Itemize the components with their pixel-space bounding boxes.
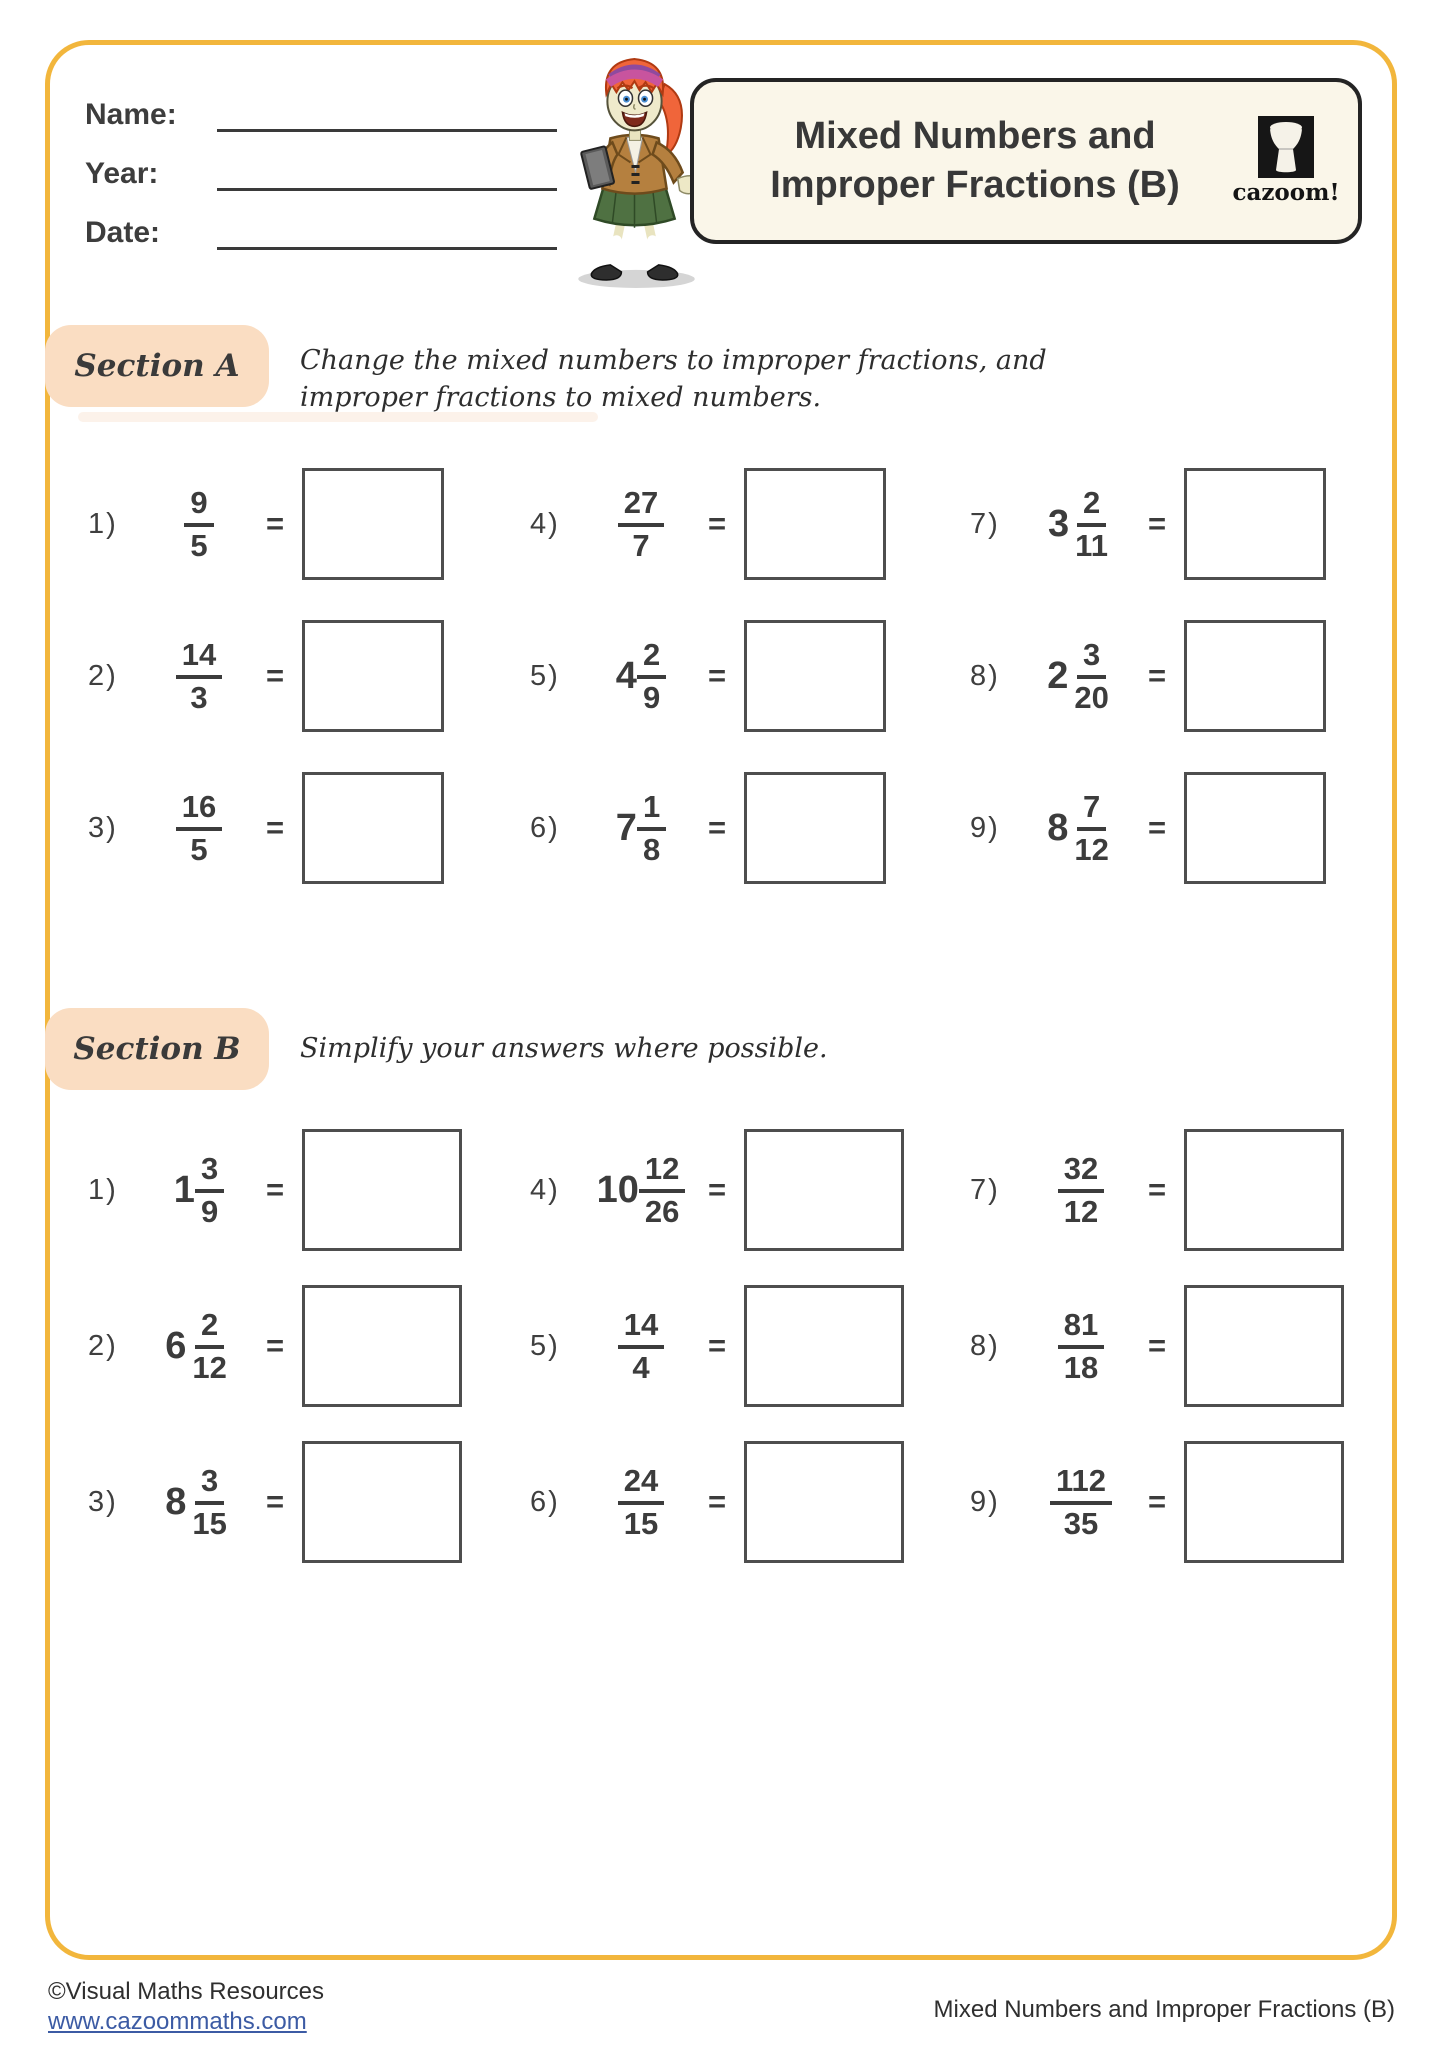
answer-box[interactable]	[1184, 620, 1326, 732]
fraction-expression	[582, 1462, 700, 1541]
copyright-text: ©Visual Maths Resources	[48, 1978, 325, 2005]
section-a-problems	[88, 448, 1378, 904]
equals-sign: =	[266, 1484, 285, 1519]
problem-b1	[88, 1129, 530, 1251]
problem-number: 2)	[88, 659, 118, 692]
whole-number: 2	[1047, 654, 1069, 697]
denominator: 15	[623, 1505, 659, 1541]
whole-number: 8	[165, 1480, 187, 1523]
answer-box[interactable]	[744, 468, 886, 580]
problem-a4	[530, 468, 970, 580]
denominator: 12	[192, 1349, 227, 1385]
problem-number: 8)	[970, 1329, 1000, 1362]
fraction	[1058, 1306, 1104, 1385]
name-label: Name:	[85, 98, 177, 131]
equals-sign: =	[1148, 1172, 1167, 1207]
fraction-expression	[1022, 636, 1140, 715]
answer-box[interactable]	[1184, 772, 1326, 884]
denominator: 3	[190, 679, 208, 715]
answer-box[interactable]	[744, 772, 886, 884]
problem-a2	[88, 620, 530, 732]
equals-sign: =	[266, 1172, 285, 1207]
denominator: 12	[1074, 831, 1109, 867]
year-row	[85, 151, 557, 191]
equals-sign: =	[266, 810, 285, 845]
answer-box[interactable]	[744, 1129, 904, 1251]
denominator: 8	[642, 831, 661, 867]
fraction	[639, 1150, 685, 1229]
equals-sign: =	[266, 1328, 285, 1363]
equals-sign: =	[1148, 506, 1167, 541]
equals-sign: =	[708, 810, 727, 845]
answer-box[interactable]	[744, 1285, 904, 1407]
numerator: 2	[195, 1309, 224, 1349]
denominator: 35	[1063, 1505, 1099, 1541]
numerator: 3	[195, 1153, 224, 1193]
year-write-line[interactable]	[217, 157, 557, 191]
problem-a5	[530, 620, 970, 732]
fraction	[637, 636, 666, 715]
problem-number: 6)	[530, 811, 560, 844]
numerator: 16	[176, 791, 222, 831]
answer-box[interactable]	[1184, 468, 1326, 580]
answer-box[interactable]	[302, 620, 444, 732]
numerator: 27	[618, 487, 664, 527]
fraction	[618, 484, 664, 563]
fraction-expression	[140, 484, 258, 563]
fraction-expression	[1022, 484, 1140, 563]
problem-number: 3)	[88, 811, 118, 844]
problem-number: 6)	[530, 1485, 560, 1518]
website-link[interactable]: www.cazoommaths.com	[48, 2008, 307, 2035]
worksheet-title-box	[690, 78, 1362, 244]
fraction	[184, 484, 213, 563]
problem-number: 7)	[970, 507, 1000, 540]
denominator: 11	[1075, 527, 1108, 563]
fraction	[186, 1306, 232, 1385]
denominator: 20	[1074, 679, 1109, 715]
fraction-expression	[140, 1306, 258, 1385]
fraction	[1058, 1150, 1104, 1229]
problem-number: 1)	[88, 507, 118, 540]
problem-a7	[970, 468, 1370, 580]
answer-box[interactable]	[302, 468, 444, 580]
fraction	[637, 788, 666, 867]
fraction-expression	[140, 1150, 258, 1229]
problem-number: 4)	[530, 1173, 560, 1206]
fraction	[1069, 484, 1114, 563]
numerator: 2	[1077, 487, 1106, 527]
answer-box[interactable]	[1184, 1441, 1344, 1563]
equals-sign: =	[266, 506, 285, 541]
problem-a6	[530, 772, 970, 884]
answer-box[interactable]	[744, 620, 886, 732]
problem-number: 3)	[88, 1485, 118, 1518]
date-label: Date:	[85, 216, 161, 249]
problem-b8	[970, 1285, 1370, 1407]
problem-a8	[970, 620, 1370, 732]
fraction-expression	[582, 636, 700, 715]
whole-number: 4	[615, 654, 637, 697]
problem-b5	[530, 1285, 970, 1407]
fraction-expression	[1022, 788, 1140, 867]
denominator: 7	[632, 527, 650, 563]
fraction-expression	[582, 788, 700, 867]
equals-sign: =	[266, 658, 285, 693]
fraction	[1050, 1462, 1112, 1541]
problem-a3	[88, 772, 530, 884]
fraction	[176, 788, 222, 867]
whole-number: 6	[165, 1324, 187, 1367]
section-a-instruction: Change the mixed numbers to improper fractions, and improper fractions to mixed numbers.	[300, 345, 1047, 414]
denominator: 15	[192, 1505, 227, 1541]
fraction-expression	[1022, 1462, 1140, 1541]
footer-doc-title: Mixed Numbers and Improper Fractions (B)	[933, 1996, 1395, 2023]
fraction	[618, 1306, 664, 1385]
fraction-expression	[140, 1462, 258, 1541]
whole-number: 1	[173, 1168, 195, 1211]
student-details-block	[85, 92, 557, 269]
problem-b7	[970, 1129, 1370, 1251]
numerator: 3	[195, 1465, 224, 1505]
problem-b6	[530, 1441, 970, 1563]
fraction	[186, 1462, 232, 1541]
section-b-problems	[88, 1112, 1378, 1580]
problem-a9	[970, 772, 1370, 884]
fraction-expression	[582, 1150, 700, 1229]
problem-b3	[88, 1441, 530, 1563]
answer-box[interactable]	[302, 1129, 462, 1251]
cazoom-logo-text: cazoom!	[1232, 179, 1340, 206]
fraction	[1068, 636, 1114, 715]
cazoom-logo	[1230, 116, 1342, 206]
fraction-expression	[582, 484, 700, 563]
problem-b2	[88, 1285, 530, 1407]
equals-sign: =	[708, 1484, 727, 1519]
problem-number: 1)	[88, 1173, 118, 1206]
whole-number: 3	[1048, 502, 1070, 545]
denominator: 9	[642, 679, 661, 715]
problem-number: 5)	[530, 659, 560, 692]
fraction-expression	[140, 788, 258, 867]
year-label: Year:	[85, 157, 159, 190]
whole-number: 8	[1047, 806, 1069, 849]
whole-number: 10	[596, 1168, 639, 1211]
name-write-line[interactable]	[217, 98, 557, 132]
equals-sign: =	[708, 658, 727, 693]
answer-box[interactable]	[1184, 1285, 1344, 1407]
name-row	[85, 92, 557, 132]
fraction	[176, 636, 222, 715]
denominator: 4	[632, 1349, 650, 1385]
equals-sign: =	[1148, 1484, 1167, 1519]
denominator: 9	[200, 1193, 219, 1229]
section-a-label: Section A	[45, 325, 269, 407]
numerator: 9	[184, 487, 213, 527]
problem-number: 2)	[88, 1329, 118, 1362]
numerator: 24	[618, 1465, 664, 1505]
denominator: 5	[190, 527, 208, 563]
numerator: 14	[176, 639, 222, 679]
answer-box[interactable]	[744, 1441, 904, 1563]
problem-number: 5)	[530, 1329, 560, 1362]
numerator: 14	[618, 1309, 664, 1349]
fraction	[1068, 788, 1114, 867]
worksheet-title-line2: Improper Fractions (B)	[770, 164, 1180, 206]
fraction-expression	[1022, 1150, 1140, 1229]
denominator: 12	[1063, 1193, 1099, 1229]
problem-number: 9)	[970, 1485, 1000, 1518]
numerator: 112	[1050, 1465, 1112, 1505]
numerator: 1	[637, 791, 666, 831]
equals-sign: =	[708, 1328, 727, 1363]
section-b-instruction: Simplify your answers where possible.	[300, 1033, 828, 1064]
equals-sign: =	[708, 506, 727, 541]
problem-number: 8)	[970, 659, 1000, 692]
worksheet-title-line1: Mixed Numbers and	[794, 115, 1156, 158]
answer-box[interactable]	[302, 1285, 462, 1407]
date-write-line[interactable]	[217, 216, 557, 250]
problem-a1	[88, 468, 530, 580]
denominator: 18	[1063, 1349, 1099, 1385]
fraction-expression	[1022, 1306, 1140, 1385]
denominator: 5	[190, 831, 208, 867]
problem-number: 9)	[970, 811, 1000, 844]
equals-sign: =	[1148, 658, 1167, 693]
equals-sign: =	[1148, 810, 1167, 845]
numerator: 32	[1058, 1153, 1104, 1193]
denominator: 26	[644, 1193, 680, 1229]
djembe-drum-icon	[1258, 116, 1314, 178]
answer-box[interactable]	[302, 772, 444, 884]
problem-b4	[530, 1129, 970, 1251]
worksheet-title	[720, 112, 1230, 209]
numerator: 2	[637, 639, 666, 679]
answer-box[interactable]	[302, 1441, 462, 1563]
numerator: 81	[1058, 1309, 1104, 1349]
problem-number: 4)	[530, 507, 560, 540]
fraction-expression	[140, 636, 258, 715]
problem-number: 7)	[970, 1173, 1000, 1206]
equals-sign: =	[1148, 1328, 1167, 1363]
whole-number: 7	[615, 806, 637, 849]
fraction-expression	[582, 1306, 700, 1385]
numerator: 3	[1077, 639, 1106, 679]
fraction	[195, 1150, 224, 1229]
problem-b9	[970, 1441, 1370, 1563]
numerator: 12	[639, 1153, 685, 1193]
fraction	[618, 1462, 664, 1541]
date-row	[85, 210, 557, 250]
section-b-label: Section B	[45, 1008, 269, 1090]
numerator: 7	[1077, 791, 1106, 831]
answer-box[interactable]	[1184, 1129, 1344, 1251]
equals-sign: =	[708, 1172, 727, 1207]
